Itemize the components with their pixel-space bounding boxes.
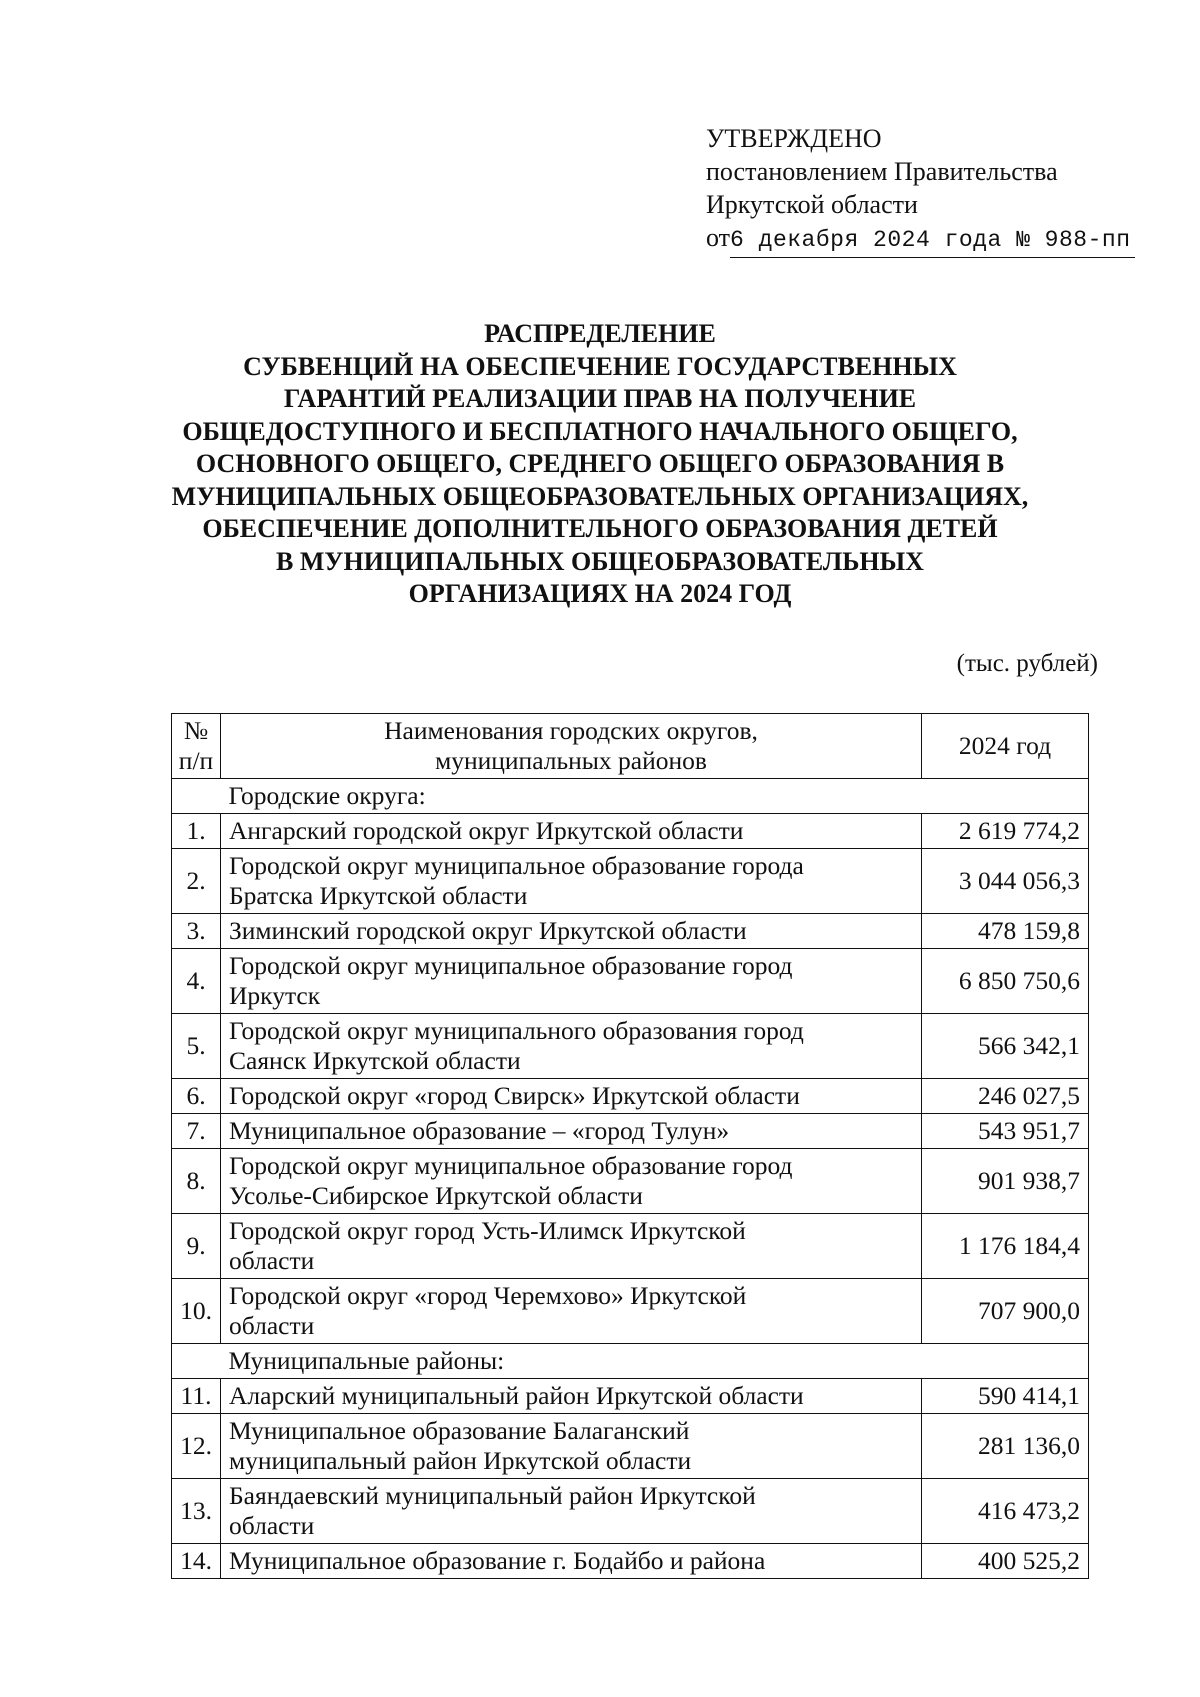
row-number: 8. [172, 1149, 221, 1214]
row-name-line: области [229, 1311, 315, 1340]
row-number: 3. [172, 914, 221, 949]
row-number: 7. [172, 1114, 221, 1149]
approval-heading: УТВЕРЖДЕНО [706, 124, 882, 153]
title-line: ОБЕСПЕЧЕНИЕ ДОПОЛНИТЕЛЬНОГО ОБРАЗОВАНИЯ ДЕТЕЙ [202, 514, 998, 543]
title-line: ОСНОВНОГО ОБЩЕГО, СРЕДНЕГО ОБЩЕГО ОБРАЗОВАНИЯ В [195, 449, 1005, 478]
row-value: 1 176 184,4 [922, 1214, 1089, 1279]
table-row [172, 814, 1089, 849]
header-name-line: Наименования городских округов, [384, 716, 758, 745]
row-name-line: области [229, 1246, 315, 1275]
row-name [221, 1214, 922, 1279]
row-name-line: Муниципальное образование Балаганский [229, 1416, 690, 1445]
title-line: МУНИЦИПАЛЬНЫХ ОБЩЕОБРАЗОВАТЕЛЬНЫХ ОРГАНИЗАЦИЯХ, [171, 481, 1029, 511]
approval-authority: постановлением Правительства [706, 157, 1058, 186]
row-name-line: Аларский муниципальный район Иркутской области [229, 1381, 804, 1410]
row-name [221, 1114, 922, 1149]
row-value: 400 525,2 [922, 1544, 1089, 1579]
header-name-line: муниципальных районов [435, 746, 707, 775]
row-number: 14. [172, 1544, 221, 1579]
row-number: 12. [172, 1414, 221, 1479]
row-name-line: Саянск Иркутской области [229, 1046, 521, 1075]
row-value: 3 044 056,3 [922, 849, 1089, 914]
row-value: 416 473,2 [922, 1479, 1089, 1544]
approval-date: 6 декабря 2024 года № 988-пп [730, 224, 1134, 258]
row-number: 1. [172, 814, 221, 849]
table-row [172, 949, 1089, 1014]
row-name-line: Муниципальное образование – «город Тулун» [229, 1116, 730, 1145]
row-name-line: Городской округ «город Черемхово» Иркутской [229, 1281, 747, 1310]
header-number-line: № [183, 716, 209, 745]
row-name-line: Иркутск [229, 981, 321, 1010]
row-name-line: Зиминский городской округ Иркутской области [229, 916, 747, 945]
title-line: СУБВЕНЦИЙ НА ОБЕСПЕЧЕНИЕ ГОСУДАРСТВЕННЫХ [243, 351, 957, 381]
table-row [172, 1414, 1089, 1479]
title-line: ГАРАНТИЙ РЕАЛИЗАЦИИ ПРАВ НА ПОЛУЧЕНИЕ [283, 384, 917, 413]
row-name-line: Городской округ муниципальное образование город [229, 1151, 793, 1180]
row-value: 281 136,0 [922, 1414, 1089, 1479]
row-value: 246 027,5 [922, 1079, 1089, 1114]
row-number: 2. [172, 849, 221, 914]
units-label: (тыс. рублей) [956, 650, 1098, 677]
subventions-table [171, 713, 1089, 1579]
row-number: 10. [172, 1279, 221, 1344]
row-name [221, 1014, 922, 1079]
group-number-cell [172, 779, 221, 814]
row-name-line: Братска Иркутской области [229, 881, 528, 910]
table-row [172, 1279, 1089, 1344]
header-number [172, 714, 221, 779]
row-value: 707 900,0 [922, 1279, 1089, 1344]
row-name-line: Городской округ город Усть-Илимск Иркутской [229, 1216, 746, 1245]
group-label: Муниципальные районы: [221, 1344, 1089, 1379]
group-row [172, 779, 1089, 814]
row-name [221, 1379, 922, 1414]
approval-stamp [706, 122, 1135, 258]
row-value: 566 342,1 [922, 1014, 1089, 1079]
table-row [172, 1014, 1089, 1079]
group-row [172, 1344, 1089, 1379]
row-name [221, 849, 922, 914]
row-value: 478 159,8 [922, 914, 1089, 949]
row-number: 9. [172, 1214, 221, 1279]
row-name [221, 1414, 922, 1479]
title-line: ОБЩЕДОСТУПНОГО И БЕСПЛАТНОГО НАЧАЛЬНОГО ОБЩЕГО, [182, 416, 1018, 446]
approval-date-line [706, 221, 1135, 258]
row-value: 901 938,7 [922, 1149, 1089, 1214]
group-label: Городские округа: [221, 779, 1089, 814]
title-line: РАСПРЕДЕЛЕНИЕ [484, 319, 716, 348]
row-number: 11. [172, 1379, 221, 1414]
row-name [221, 1479, 922, 1544]
row-name [221, 1149, 922, 1214]
row-value: 6 850 750,6 [922, 949, 1089, 1014]
title-line: В МУНИЦИПАЛЬНЫХ ОБЩЕОБРАЗОВАТЕЛЬНЫХ [276, 546, 924, 576]
row-value: 543 951,7 [922, 1114, 1089, 1149]
table-header-row [172, 714, 1089, 779]
row-name [221, 914, 922, 949]
document-title [100, 318, 1100, 611]
row-number: 13. [172, 1479, 221, 1544]
row-number: 5. [172, 1014, 221, 1079]
row-name-line: муниципальный район Иркутской области [229, 1446, 692, 1475]
row-value: 590 414,1 [922, 1379, 1089, 1414]
row-number: 6. [172, 1079, 221, 1114]
row-name-line: Муниципальное образование г. Бодайбо и района [229, 1546, 766, 1575]
row-value: 2 619 774,2 [922, 814, 1089, 849]
row-name [221, 1079, 922, 1114]
row-name-line: Баяндаевский муниципальный район Иркутской [229, 1481, 756, 1510]
table-body [172, 779, 1089, 1579]
group-number-cell [172, 1344, 221, 1379]
approval-date-prefix: от [706, 223, 731, 252]
table-row [172, 914, 1089, 949]
table-row [172, 1214, 1089, 1279]
header-number-line: п/п [178, 746, 214, 775]
header-year: 2024 год [922, 714, 1089, 779]
row-name-line: Городской округ муниципальное образование город [229, 951, 793, 980]
table-row [172, 1079, 1089, 1114]
title-line: ОРГАНИЗАЦИЯХ НА 2024 ГОД [408, 579, 792, 608]
row-name [221, 949, 922, 1014]
table-row [172, 1149, 1089, 1214]
row-name [221, 814, 922, 849]
table-row [172, 1379, 1089, 1414]
row-name [221, 1279, 922, 1344]
table-row [172, 849, 1089, 914]
table-row [172, 1544, 1089, 1579]
row-name-line: Городской округ муниципальное образование города [229, 851, 804, 880]
row-name-line: Городской округ муниципального образования город [229, 1016, 804, 1045]
row-name-line: Ангарский городской округ Иркутской области [229, 816, 744, 845]
row-name-line: Усолье-Сибирское Иркутской области [229, 1181, 643, 1210]
row-number: 4. [172, 949, 221, 1014]
header-name [221, 714, 922, 779]
table-row [172, 1114, 1089, 1149]
approval-region: Иркутской области [706, 190, 918, 219]
row-name-line: Городской округ «город Свирск» Иркутской области [229, 1081, 800, 1110]
row-name-line: области [229, 1511, 315, 1540]
table-row [172, 1479, 1089, 1544]
row-name [221, 1544, 922, 1579]
